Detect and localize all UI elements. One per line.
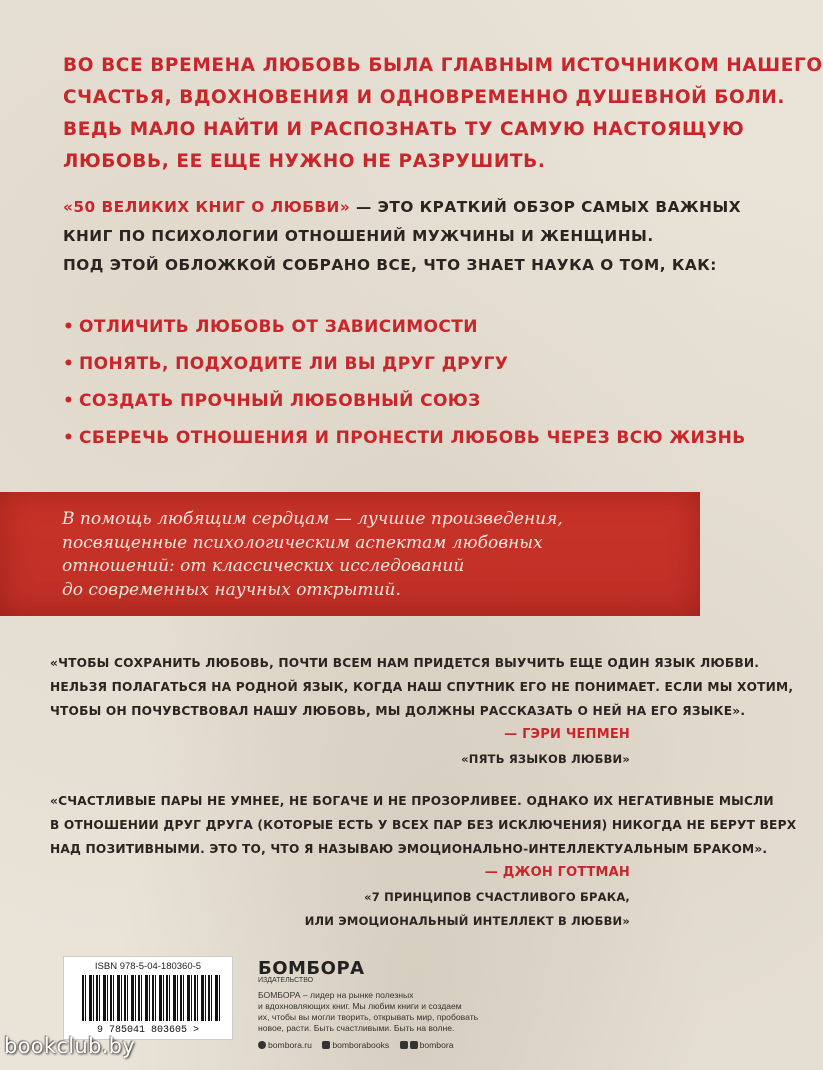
bullet-list xyxy=(63,309,746,457)
publisher-desc-line: новое, расти. Быть счастливыми. Быть на волне. xyxy=(258,1023,455,1033)
quote-chapman xyxy=(50,651,794,771)
bullet-text: СБЕРЕЧЬ ОТНОШЕНИЯ И ПРОНЕСТИ ЛЮБОВЬ ЧЕРЕЗ ВСЮ ЖИЗНЬ xyxy=(79,428,746,448)
description-line: КНИГ ПО ПСИХОЛОГИИ ОТНОШЕНИЙ МУЖЧИНЫ И ЖЕНЩИНЫ. xyxy=(63,227,654,245)
social-vk[interactable] xyxy=(322,1040,389,1050)
quote-gottman xyxy=(50,789,797,933)
quote-author: — ГЭРИ ЧЕПМЕН xyxy=(504,727,630,742)
quote-line: ЧТОБЫ ОН ПОЧУВСТВОВАЛ НАШУ ЛЮБОВЬ, МЫ ДОЛЖНЫ РАССКАЗАТЬ О НЕЙ НА ЕГО ЯЗЫКЕ». xyxy=(50,704,746,718)
telegram-icon xyxy=(400,1041,408,1049)
bullet-item xyxy=(63,346,683,383)
quote-line: В ОТНОШЕНИИ ДРУГ ДРУГА (КОТОРЫЕ ЕСТЬ У ВСЕХ ПАР БЕЗ ИСКЛЮЧЕНИЯ) НИКОГДА НЕ БЕРУТ ВЕРХ xyxy=(50,818,797,832)
publisher-logo: БОМБОРА xyxy=(258,958,365,979)
quote-line: «ЧТОБЫ СОХРАНИТЬ ЛЮБОВЬ, ПОЧТИ ВСЕМ НАМ ПРИДЕТСЯ ВЫУЧИТЬ ЕЩЕ ОДИН ЯЗЫК ЛЮБВИ. xyxy=(50,656,760,670)
social-other[interactable] xyxy=(400,1040,454,1050)
intro-line: ЛЮБОВЬ, ЕЕ ЕЩЕ НУЖНО НЕ РАЗРУШИТЬ. xyxy=(63,151,546,172)
quote-line: НАД ПОЗИТИВНЫМИ. ЭТО ТО, ЧТО Я НАЗЫВАЮ ЭМОЦИОНАЛЬНО-ИНТЕЛЛЕКТУАЛЬНЫМ БРАКОМ». xyxy=(50,842,768,856)
social-label: bomborabooks xyxy=(332,1040,390,1050)
publisher-sublabel: ИЗДАТЕЛЬСТВО xyxy=(258,977,314,984)
description-line: ПОД ЭТОЙ ОБЛОЖКОЙ СОБРАНО ВСЕ, ЧТО ЗНАЕТ НАУКА О ТОМ, КАК: xyxy=(63,256,717,274)
barcode-digits: 9 785041 803605 > xyxy=(68,1025,228,1036)
publisher-desc-line: БОМБОРА – лидер на рынке полезных xyxy=(258,990,414,1000)
publisher-block xyxy=(258,958,498,1050)
publisher-desc-line: и вдохновляющих книг. Мы любим книги и создаем xyxy=(258,1001,462,1011)
bullet-text: СОЗДАТЬ ПРОЧНЫЙ ЛЮБОВНЫЙ СОЮЗ xyxy=(79,391,481,411)
quote-book: ИЛИ ЭМОЦИОНАЛЬНЫЙ ИНТЕЛЛЕКТ В ЛЮБВИ» xyxy=(304,914,630,928)
bullet-text: ПОНЯТЬ, ПОДХОДИТЕ ЛИ ВЫ ДРУГ ДРУГУ xyxy=(79,354,509,374)
social-website[interactable] xyxy=(258,1040,312,1050)
band-text xyxy=(62,508,662,602)
description-paragraph xyxy=(63,193,742,280)
isbn-label: ISBN 978-5-04-180360-5 xyxy=(94,961,202,972)
publisher-description xyxy=(258,990,498,1034)
bullet-item xyxy=(63,420,746,457)
bullet-item xyxy=(63,309,683,346)
social-label: bombora.ru xyxy=(268,1040,312,1050)
quote-line: НЕЛЬЗЯ ПОЛАГАТЬСЯ НА РОДНОЙ ЯЗЫК, КОГДА НАШ СПУТНИК ЕГО НЕ ПОНИМАЕТ. ЕСЛИ МЫ ХОТИМ, xyxy=(50,680,794,694)
vk-icon xyxy=(322,1041,330,1049)
band-line: В помощь любящим сердцам — лучшие произведения, xyxy=(62,509,563,529)
barcode-bars xyxy=(82,975,222,1021)
intro-line: СЧАСТЬЯ, ВДОХНОВЕНИЯ И ОДНОВРЕМЕННО ДУШЕВНОЙ БОЛИ. xyxy=(63,87,786,108)
band-line: посвященные психологическим аспектам любовных xyxy=(62,532,543,553)
intro-paragraph xyxy=(63,50,823,178)
barcode xyxy=(63,956,233,1040)
watermark: bookclub.by xyxy=(4,1034,135,1058)
quote-line: «СЧАСТЛИВЫЕ ПАРЫ НЕ УМНЕЕ, НЕ БОГАЧЕ И НЕ ПРОЗОРЛИВЕЕ. ОДНАКО ИХ НЕГАТИВНЫЕ МЫСЛИ xyxy=(50,794,774,808)
bullet-text: ОТЛИЧИТЬ ЛЮБОВЬ ОТ ЗАВИСИМОСТИ xyxy=(79,317,478,337)
intro-line: ВО ВСЕ ВРЕМЕНА ЛЮБОВЬ БЫЛА ГЛАВНЫМ ИСТОЧНИКОМ НАШЕГО xyxy=(63,55,823,76)
quote-author: — ДЖОН ГОТТМАН xyxy=(484,865,630,880)
youtube-icon xyxy=(410,1041,418,1049)
bullet-icon: • xyxy=(63,391,75,411)
description-line xyxy=(63,193,742,222)
description-line1-rest: — ЭТО КРАТКИЙ ОБЗОР САМЫХ ВАЖНЫХ xyxy=(350,198,742,216)
bullet-item xyxy=(63,383,683,420)
publisher-socials xyxy=(258,1040,498,1050)
bullet-icon: • xyxy=(63,354,75,374)
quote-book: «ПЯТЬ ЯЗЫКОВ ЛЮБВИ» xyxy=(461,752,630,766)
social-label: bombora xyxy=(419,1040,454,1050)
book-title: «50 ВЕЛИКИХ КНИГ О ЛЮБВИ» xyxy=(63,198,351,216)
bullet-icon: • xyxy=(63,428,75,448)
quote-book: «7 ПРИНЦИПОВ СЧАСТЛИВОГО БРАКА, xyxy=(364,890,630,904)
bullet-icon: • xyxy=(63,317,75,337)
band-line: до современных научных открытий. xyxy=(62,579,401,600)
intro-line: ВЕДЬ МАЛО НАЙТИ И РАСПОЗНАТЬ ТУ САМУЮ НАСТОЯЩУЮ xyxy=(63,119,745,140)
band-line: отношений: от классических исследований xyxy=(62,556,465,576)
globe-icon xyxy=(258,1041,266,1049)
publisher-desc-line: их, чтобы вы могли творить, открывать мир, пробовать xyxy=(258,1012,479,1022)
